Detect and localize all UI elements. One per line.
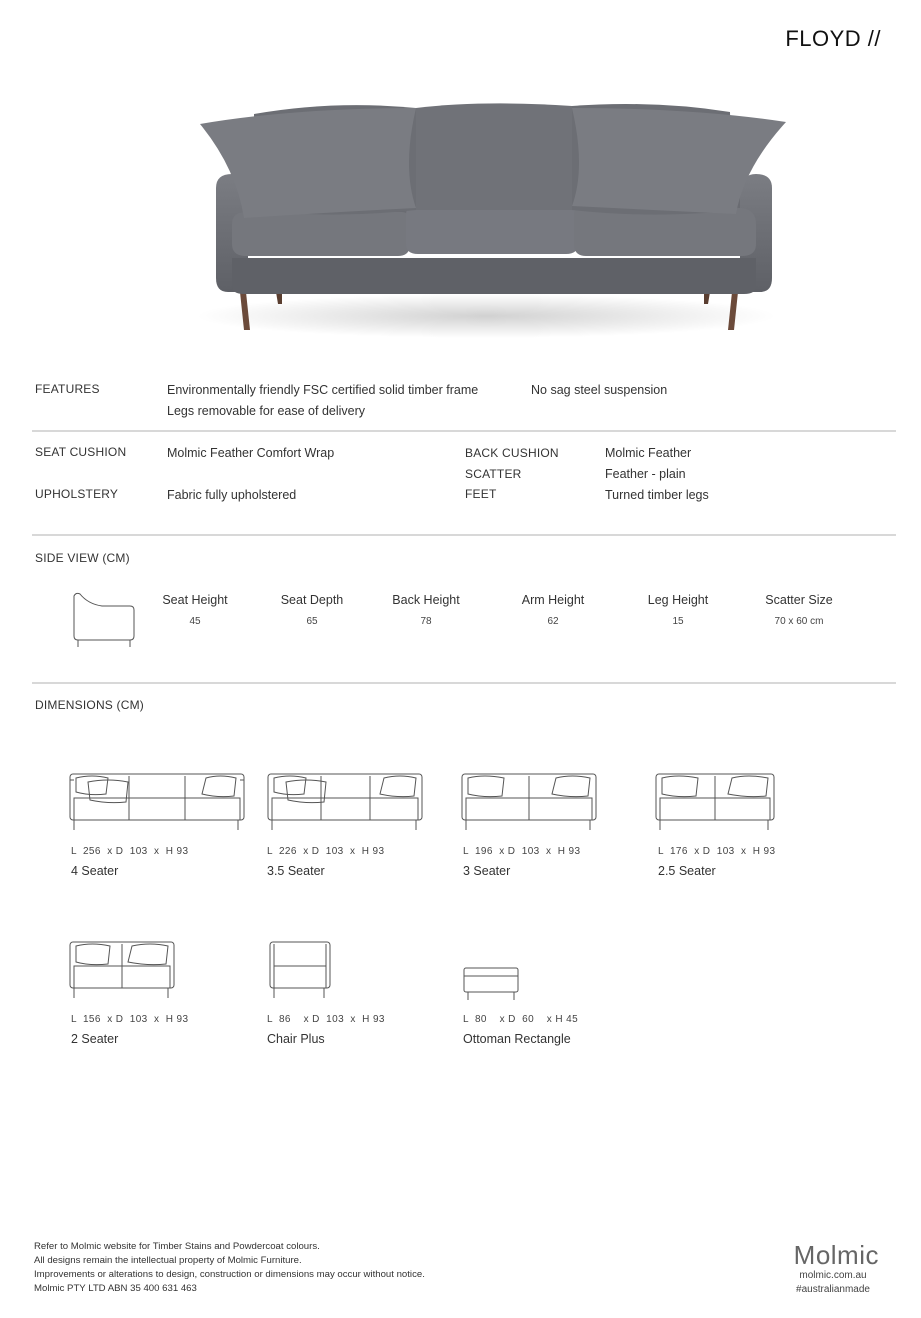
sofa-product-image <box>184 78 788 353</box>
sofa-2-5-seater-drawing <box>654 770 778 834</box>
dimensions-label: DIMENSIONS (CM) <box>35 698 144 712</box>
section-divider <box>32 682 896 684</box>
hashtag: #australianmade <box>796 1284 870 1295</box>
seat-cushion-value: Molmic Feather Comfort Wrap <box>167 446 335 460</box>
features-label: FEATURES <box>35 382 100 396</box>
model-name: 4 Seater <box>71 864 119 878</box>
back-cushion-value: Molmic Feather <box>605 446 692 460</box>
footer-line: All designs remain the intellectual property of Molmic Furniture. <box>34 1255 302 1266</box>
feet-value: Turned timber legs <box>605 488 709 502</box>
brand-logo: Molmic <box>793 1240 879 1270</box>
upholstery-value: Fabric fully upholstered <box>167 488 297 502</box>
seat-height-value: 45 <box>189 616 201 627</box>
upholstery-label: UPHOLSTERY <box>35 487 119 501</box>
feature-item: Environmentally friendly FSC certified solid timber frame <box>167 383 479 397</box>
chair-plus-drawing <box>268 938 334 1002</box>
footer-line: Refer to Molmic website for Timber Stains and Powdercoat colours. <box>34 1241 320 1252</box>
ottoman-drawing <box>462 964 522 1004</box>
model-name: 3 Seater <box>463 864 511 878</box>
sofa-3-5-seater-drawing <box>266 770 426 834</box>
dimensions-text: L 156 x D 103 x H 93 <box>71 1014 189 1025</box>
dimensions-text: L 86 x D 103 x H 93 <box>267 1014 385 1025</box>
seat-depth-value: 65 <box>306 616 318 627</box>
side-view-label: SIDE VIEW (CM) <box>35 551 130 565</box>
website-link[interactable]: molmic.com.au <box>799 1270 867 1281</box>
leg-height-value: 15 <box>672 616 684 627</box>
side-view-icon <box>68 590 138 650</box>
dimensions-text: L 196 x D 103 x H 93 <box>463 846 581 857</box>
feet-label: FEET <box>465 487 497 501</box>
seat-height-label: Seat Height <box>162 593 228 607</box>
seat-cushion-label: SEAT CUSHION <box>35 445 127 459</box>
section-divider <box>32 534 896 536</box>
dimensions-text: L 80 x D 60 x H 45 <box>463 1014 579 1025</box>
footer-line: Molmic PTY LTD ABN 35 400 631 463 <box>34 1283 197 1294</box>
scatter-label: SCATTER <box>465 467 522 481</box>
footer-notes <box>34 1240 425 1296</box>
dimensions-text: L 226 x D 103 x H 93 <box>267 846 385 857</box>
back-cushion-label: BACK CUSHION <box>465 446 559 460</box>
scatter-size-label: Scatter Size <box>765 593 833 607</box>
arm-height-label: Arm Height <box>521 593 585 607</box>
section-divider <box>32 430 896 432</box>
seat-depth-label: Seat Depth <box>280 593 344 607</box>
leg-height-label: Leg Height <box>647 593 709 607</box>
arm-height-value: 62 <box>547 616 559 627</box>
back-height-value: 78 <box>420 616 432 627</box>
model-name: 2 Seater <box>71 1032 119 1046</box>
scatter-value: Feather - plain <box>605 467 686 481</box>
back-height-label: Back Height <box>392 593 460 607</box>
model-name: 2.5 Seater <box>658 864 716 878</box>
dimensions-text: L 256 x D 103 x H 93 <box>71 846 189 857</box>
model-name: Ottoman Rectangle <box>463 1032 571 1046</box>
feature-item: Legs removable for ease of delivery <box>167 404 366 418</box>
feature-item: No sag steel suspension <box>531 383 668 397</box>
sofa-4-seater-drawing <box>68 770 246 834</box>
sofa-3-seater-drawing <box>460 770 600 834</box>
page-title: FLOYD // <box>785 26 881 51</box>
footer-line: Improvements or alterations to design, construction or dimensions may occur without notice. <box>34 1269 425 1280</box>
dimensions-text: L 176 x D 103 x H 93 <box>658 846 776 857</box>
sofa-2-seater-drawing <box>68 938 178 1002</box>
model-name: Chair Plus <box>267 1032 325 1046</box>
model-name: 3.5 Seater <box>267 864 325 878</box>
scatter-size-value: 70 x 60 cm <box>774 616 824 627</box>
